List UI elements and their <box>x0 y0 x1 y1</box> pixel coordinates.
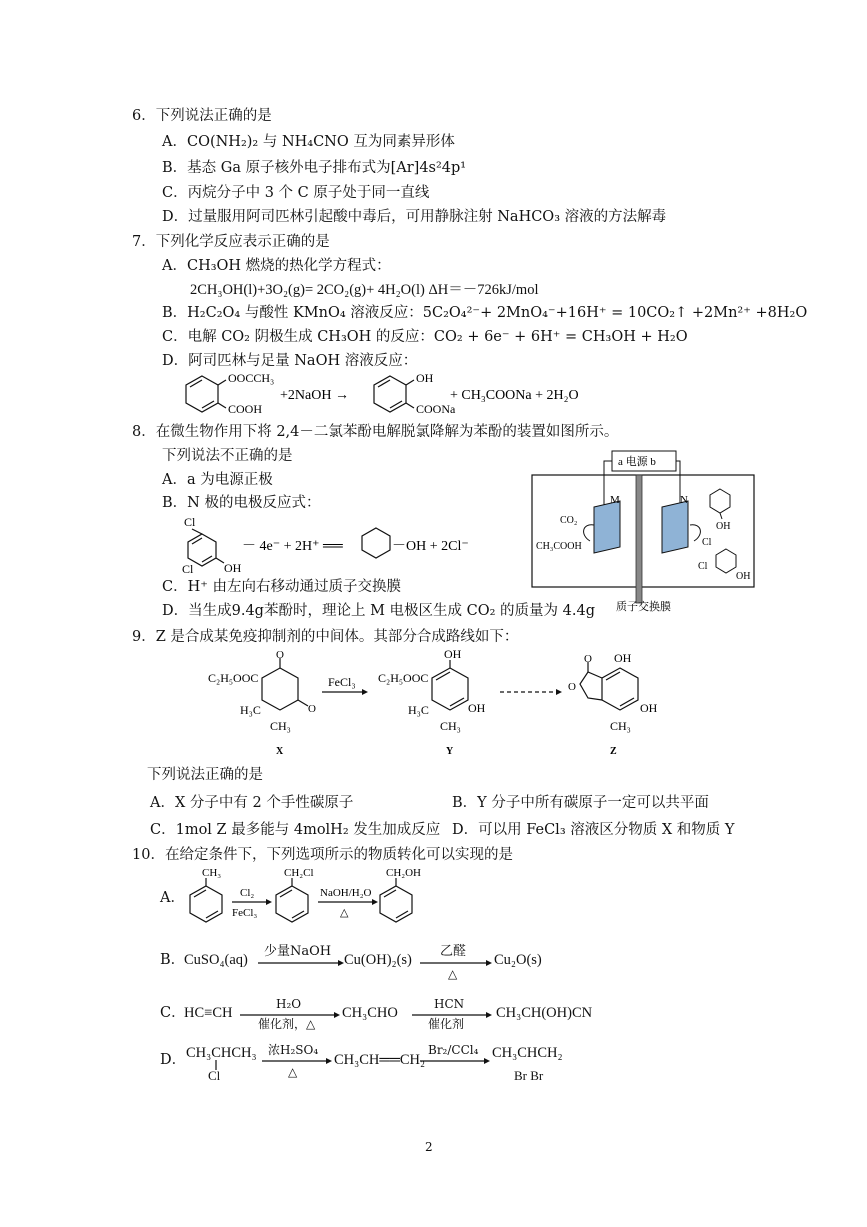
electrolysis-cell-figure <box>530 445 760 615</box>
q8-option-a: A．a 为电源正极 <box>162 472 273 488</box>
svg-text:O: O <box>568 681 576 693</box>
q10-d-substrate-1b: Cl <box>208 1068 221 1083</box>
q10-c-reagent-1b: 催化剂，△ <box>258 1017 316 1031</box>
compound-y-label: Y <box>446 746 454 757</box>
reagent-fecl3: FeCl₃ <box>328 675 356 689</box>
q7-stem: 7．下列化学反应表示正确的是 <box>132 234 330 250</box>
dichlorophenol-cl-2: Cl <box>182 562 194 576</box>
q10-d-arrow-2 <box>420 1056 490 1066</box>
q8-stem: 8．在微生物作用下将 2,4－二氯苯酚电解脱氯降解为苯酚的装置如图所示。 <box>132 424 619 440</box>
q10-b-substrate-3: Cu₂O(s) <box>494 952 542 968</box>
electrode-equation-middle: － 4e⁻ + 2H⁺ ══ <box>242 539 343 554</box>
q10-b-substrate-1: CuSO₄(aq) <box>184 952 248 968</box>
q10-d-reagent-2: Br₂/CCl₄ <box>428 1043 479 1057</box>
q10-c-substrate-3: CH₃CH(OH)CN <box>496 1005 593 1021</box>
page-number: 2 <box>425 1140 433 1154</box>
q8-option-b: B．N 极的电极反应式： <box>162 495 321 511</box>
q7-option-b: B．H₂C₂O₄ 与酸性 KMnO₄ 溶液反应：5C₂O₄²⁻+ 2MnO₄⁻+16H⁺ = 10CO₂↑ +2Mn²⁺ +8H₂O <box>162 305 808 321</box>
electrode-m <box>594 501 620 553</box>
q10-stem: 10．在给定条件下，下列选项所示的物质转化可以实现的是 <box>132 847 513 863</box>
aspirin-substituent-1: OOCCH₃ <box>228 371 275 385</box>
q6-option-b: B．基态 Ga 原子核外电子排布式为[Ar]4s²4p¹ <box>162 160 467 176</box>
q8-stem-2: 下列说法不正确的是 <box>162 448 293 464</box>
q7-option-a-equation: 2CH₃OH(l)+3O₂(g)= 2CO₂(g)+ 4H₂O(l) ΔH＝－726kJ/mol <box>190 282 539 298</box>
q10-b-arrow-1 <box>258 958 344 968</box>
compound-y-ester: C₂H₅OOC <box>378 671 429 685</box>
q8-option-c: C．H⁺ 由左向右移动通过质子交换膜 <box>162 579 402 595</box>
q10-b-substrate-2: Cu(OH)₂(s) <box>344 952 412 968</box>
dichlorophenol-oh: OH <box>224 561 242 575</box>
phenol-ring <box>362 528 390 558</box>
membrane-label: 质子交换膜 <box>616 601 671 613</box>
q10-a-substrate-1: CH₃ <box>202 867 222 879</box>
q10-b-reagent-2: 乙醛 <box>440 944 467 959</box>
reactant-oh: OH <box>736 571 751 582</box>
electrode-m-label: M <box>610 494 620 506</box>
compound-x-methyl-1: H₃C <box>240 703 261 717</box>
phenol-product-ring <box>710 489 730 519</box>
q10-c-substrate-1: HC≡CH <box>184 1005 233 1021</box>
q6-stem: 6．下列说法正确的是 <box>132 108 272 124</box>
q9-option-c: C．1mol Z 最多能与 4molH₂ 发生加成反应 <box>150 822 441 838</box>
q10-d-substrate-1: CH₃CHCH₃ <box>186 1045 257 1061</box>
svg-text:O: O <box>276 650 284 661</box>
q10-d-reagent-1: 浓H₂SO₄ <box>268 1043 319 1057</box>
co2-label: CO₂ <box>560 515 578 526</box>
q10-a-substrate-2: CH₂Cl <box>284 867 314 879</box>
q10-option-c-label: C． <box>160 1005 186 1021</box>
q8-option-b-equation <box>180 512 470 576</box>
q10-a-reagent-1: Cl₂ <box>240 887 255 899</box>
electrode-equation-tail: －OH + 2Cl⁻ <box>392 539 469 554</box>
salicylate-substituent-2: COONa <box>416 402 456 416</box>
m-reaction-arrow <box>584 525 594 541</box>
phenol-oh-label: OH <box>716 521 731 532</box>
benzyl-alcohol-ring <box>380 878 412 922</box>
compound-y-ring <box>432 660 468 710</box>
q10-option-a-label: A． <box>160 890 185 906</box>
q10-b-reagent-2b: △ <box>448 967 458 981</box>
aspirin-ring <box>186 376 226 412</box>
q10-d-substrate-2: CH₃CH══CH₂ <box>334 1052 426 1068</box>
aspirin-products: + CH₃COONa + 2H₂O <box>450 388 579 403</box>
q10-a-reagent-1b: FeCl₃ <box>232 907 258 919</box>
q9-option-b: B．Y 分子中所有碳原子一定可以共平面 <box>452 795 709 811</box>
compound-z-ring <box>580 662 638 710</box>
q9-option-a: A．X 分子中有 2 个手性碳原子 <box>150 795 354 811</box>
aspirin-reaction-figure <box>180 368 600 420</box>
q9-option-d: D．可以用 FeCl₃ 溶液区分物质 X 和物质 Y <box>452 822 735 838</box>
q10-option-d-label: D． <box>160 1052 187 1068</box>
proton-exchange-membrane <box>636 475 642 603</box>
q10-c-reagent-1: H₂O <box>276 997 302 1011</box>
q10-a-reagent-2b: △ <box>340 907 349 919</box>
compound-x-ester: C₂H₅OOC <box>208 671 259 685</box>
q7-option-d: D．阿司匹林与足量 NaOH 溶液反应： <box>162 353 418 369</box>
compound-z-label: Z <box>610 746 617 757</box>
compound-z-oh-1: OH <box>614 651 632 665</box>
compound-y-methyl-1: H₃C <box>408 703 429 717</box>
toluene-ring <box>190 878 222 922</box>
q6-option-a: A．CO(NH₂)₂ 与 NH₄CNO 互为同素异形体 <box>162 134 455 150</box>
synthesis-route-figure <box>200 650 680 762</box>
compound-z-methyl: CH₃ <box>610 719 631 733</box>
q10-option-a-scheme <box>180 864 440 928</box>
reactant-cl-1: Cl <box>702 537 712 548</box>
q10-a-substrate-3: CH₂OH <box>386 867 422 879</box>
q7-option-a: A．CH₃OH 燃烧的热化学方程式： <box>162 258 391 274</box>
compound-x-label: X <box>276 746 284 757</box>
q10-c-reagent-2: HCN <box>434 997 465 1011</box>
q10-d-substrate-3b: Br Br <box>514 1068 544 1083</box>
q10-c-reagent-2b: 催化剂 <box>428 1017 465 1031</box>
electrode-n <box>662 501 688 553</box>
compound-y-methyl-2: CH₃ <box>440 719 461 733</box>
aspirin-substituent-2: COOH <box>228 402 263 416</box>
q10-b-reagent-1: 少量NaOH <box>264 944 332 959</box>
benzyl-chloride-ring <box>276 878 308 922</box>
svg-text:O: O <box>308 703 316 715</box>
reactant-cl-2: Cl <box>698 561 708 572</box>
compound-x-methyl-2: CH₃ <box>270 719 291 733</box>
aspirin-reagent: +2NaOH → <box>280 388 349 403</box>
dichlorophenol-cl-1: Cl <box>184 515 196 529</box>
compound-x-ring <box>262 658 308 710</box>
q10-option-b-label: B． <box>160 952 186 968</box>
q9-stem: 9．Z 是合成某免疫抑制剂的中间体。其部分合成路线如下： <box>132 629 519 645</box>
compound-y-oh-1: OH <box>444 650 462 661</box>
n-reaction-arrow <box>690 525 700 541</box>
electrode-n-label: N <box>680 494 688 506</box>
acetic-acid-label: CH₃COOH <box>536 541 582 552</box>
q10-d-reagent-1b: △ <box>288 1065 298 1079</box>
salicylate-substituent-1: OH <box>416 371 434 385</box>
q10-a-reagent-2: NaOH/H₂O <box>320 887 372 899</box>
q7-option-c: C．电解 CO₂ 阴极生成 CH₃OH 的反应：CO₂ + 6e⁻ + 6H⁺ = CH₃OH + H₂O <box>162 329 688 345</box>
q9-ask: 下列说法正确的是 <box>147 767 263 783</box>
q6-option-c: C．丙烷分子中 3 个 C 原子处于同一直线 <box>162 185 430 201</box>
q10-c-substrate-2: CH₃CHO <box>342 1005 398 1021</box>
q6-option-d: D．过量服用阿司匹林引起酸中毒后，可用静脉注射 NaHCO₃ 溶液的方法解毒 <box>162 209 667 225</box>
compound-z-oh-2: OH <box>640 701 658 715</box>
dichlorophenol-reactant-ring <box>716 549 736 573</box>
power-supply-label: a 电源 b <box>618 456 656 468</box>
q8-option-d: D．当生成9.4g苯酚时，理论上 M 电极区生成 CO₂ 的质量为 4.4g <box>162 603 595 619</box>
q10-d-substrate-3: CH₃CHCH₂ <box>492 1045 563 1061</box>
salicylate-ring <box>374 376 414 412</box>
svg-text:O: O <box>584 653 592 665</box>
dichlorophenol-ring <box>188 529 224 566</box>
compound-y-oh-2: OH <box>468 701 486 715</box>
